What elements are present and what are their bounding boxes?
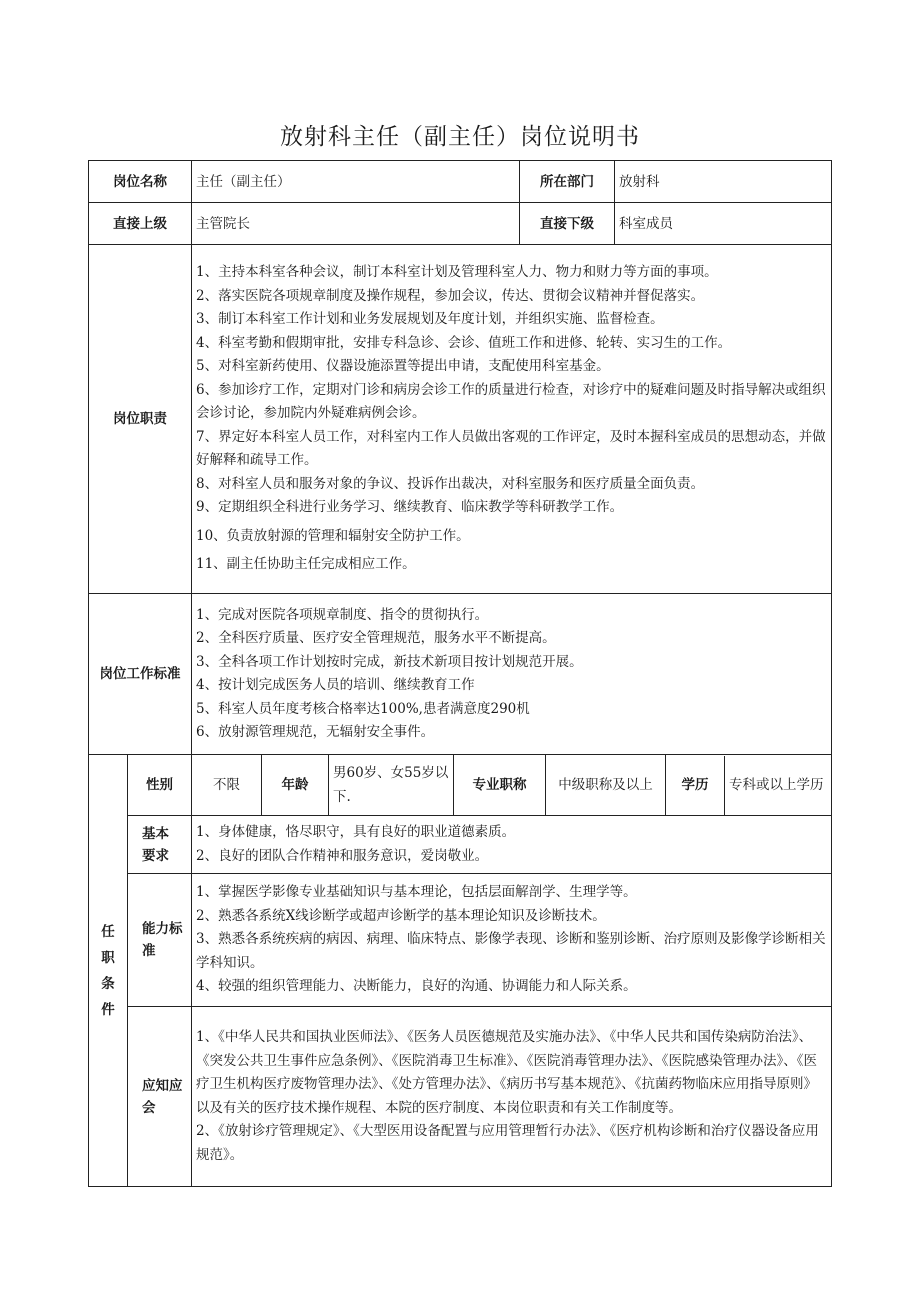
job-description-table: [88, 160, 832, 1187]
duty-item: 10、负责放射源的管理和辐射安全防护工作。: [196, 527, 470, 544]
qualifications-label: 任职条件: [89, 755, 128, 1187]
superior-value: 主管院长: [192, 203, 520, 245]
education-label: 学历: [666, 756, 725, 815]
duty-item: 1、主持本科室各种会议，制订本科室计划及管理科室人力、物力和财力等方面的事项。: [196, 264, 718, 281]
standards-label: 岗位工作标准: [89, 594, 192, 755]
standard-item: 3、全科各项工作计划按时完成，新技术新项目按计划规范开展。: [196, 653, 583, 670]
education-cell: [666, 755, 832, 816]
duty-item: 9、定期组织全科进行业务学习、继续教育、临床教学等科研教学工作。: [196, 499, 624, 516]
knowledge-item: 1、《中华人民共和国执业医师法》、《医务人员医德规范及实施办法》、《中华人民共和国传染病防治法》、《突发公共卫生事件应急条例》、《医院消毒卫生标准》、《医院消毒管理办法》、《医院感染管理办法》、《医疗卫生机构医疗废物管理办法》、《处方管理办法》、《病历书写基本规范》、《抗菌药物临床应用指导原则》以及有关的医疗技术操作规程、本院的医疗制度、本岗位职责和有关工作制度等。: [196, 1029, 817, 1116]
duty-item: 2、落实医院各项规章制度及操作规程，参加会议，传达、贯彻会议精神并督促落实。: [196, 287, 705, 304]
duties-label: 岗位职责: [89, 245, 192, 594]
row-duties: [89, 245, 832, 594]
knowledge-list: [192, 1007, 832, 1187]
ability-item: 4、较强的组织管理能力、决断能力，良好的沟通、协调能力和人际关系。: [196, 978, 637, 995]
basic-req-item: 2、良好的团队合作精神和服务意识，爱岗敬业。: [196, 847, 489, 864]
gender-label: 性别: [128, 755, 192, 816]
title-rank-value: 中级职称及以上: [546, 755, 666, 816]
row-basic-requirements: [89, 816, 832, 874]
row-reporting: [89, 203, 832, 245]
standards-list: [192, 594, 832, 755]
duty-item: 8、对科室人员和服务对象的争议、投诉作出裁决，对科室服务和医疗质量全面负责。: [196, 475, 705, 492]
age-value: 男60岁、女55岁以下.: [329, 755, 454, 816]
duty-item: 4、科室考勤和假期审批，安排专科急诊、会诊、值班工作和进修、轮转、实习生的工作。: [196, 334, 732, 351]
ability-item: 2、熟悉各系统X线诊断学或超声诊断学的基本理论知识及诊断技术。: [196, 907, 606, 924]
position-name-label: 岗位名称: [89, 161, 192, 203]
department-label: 所在部门: [520, 161, 615, 203]
basic-req-item: 1、身体健康，恪尽职守，具有良好的职业道德素质。: [196, 824, 516, 840]
education-value: 专科或以上学历: [729, 777, 824, 793]
standard-item: 4、按计划完成医务人员的培训、继续教育工作: [196, 677, 475, 693]
row-knowledge: [89, 1007, 832, 1187]
subordinate-label: 直接下级: [520, 203, 615, 245]
duty-item: 6、参加诊疗工作，定期对门诊和病房会诊工作的质量进行检查，对诊疗中的疑难问题及时指导解决或组织会诊讨论，参加院内外疑难病例会诊。: [196, 381, 826, 422]
subordinate-value: 科室成员: [615, 203, 832, 245]
superior-label: 直接上级: [89, 203, 192, 245]
duties-list: [192, 245, 832, 594]
standard-item: 6、放射源管理规范，无辐射安全事件。: [196, 724, 435, 740]
duty-item: 5、对科室新药使用、仪器设施添置等提出申请，支配使用科室基金。: [196, 358, 610, 375]
position-name-value: 主任（副主任）: [192, 161, 520, 203]
standard-item: 2、全科医疗质量、医疗安全管理规范，服务水平不断提高。: [196, 630, 556, 646]
duty-item: 11、副主任协助主任完成相应工作。: [196, 556, 416, 573]
ability-label: 能力标准: [128, 874, 192, 1007]
knowledge-label: 应知应会: [128, 1007, 192, 1187]
basic-req-list: [192, 816, 832, 874]
ability-item: 1、掌握医学影像专业基础知识与基本理论，包括层面解剖学、生理学等。: [196, 884, 637, 901]
department-value: 放射科: [615, 161, 832, 203]
ability-item: 3、熟悉各系统疾病的病因、病理、临床特点、影像学表现、诊断和鉴别诊断、治疗原则及影像学诊断相关学科知识。: [196, 931, 826, 971]
ability-list: [192, 874, 832, 1007]
gender-value: 不限: [192, 755, 262, 816]
age-label: 年龄: [262, 755, 329, 816]
basic-req-label: 基本要求: [128, 816, 192, 874]
row-position: [89, 161, 832, 203]
duty-item: 3、制订本科室工作计划和业务发展规划及年度计划，并组织实施、监督检查。: [196, 311, 664, 328]
row-ability: [89, 874, 832, 1007]
page-title: 放射科主任（副主任）岗位说明书: [280, 124, 640, 150]
row-standards: [89, 594, 832, 755]
title-rank-label: 专业职称: [454, 755, 546, 816]
knowledge-item: 2、《放射诊疗管理规定》、《大型医用设备配置与应用管理暂行办法》、《医疗机构诊断和治疗仪器设备应用规范》。: [196, 1123, 819, 1163]
standard-item: 5、科室人员年度考核合格率达100%,患者满意度290机: [196, 700, 530, 717]
standard-item: 1、完成对医院各项规章制度、指令的贯彻执行。: [196, 606, 489, 623]
row-basic-info: [89, 755, 832, 816]
duty-item: 7、界定好本科室人员工作，对科室内工作人员做出客观的工作评定，及时本握科室成员的思想动态，并做好解释和疏导工作。: [196, 428, 826, 469]
